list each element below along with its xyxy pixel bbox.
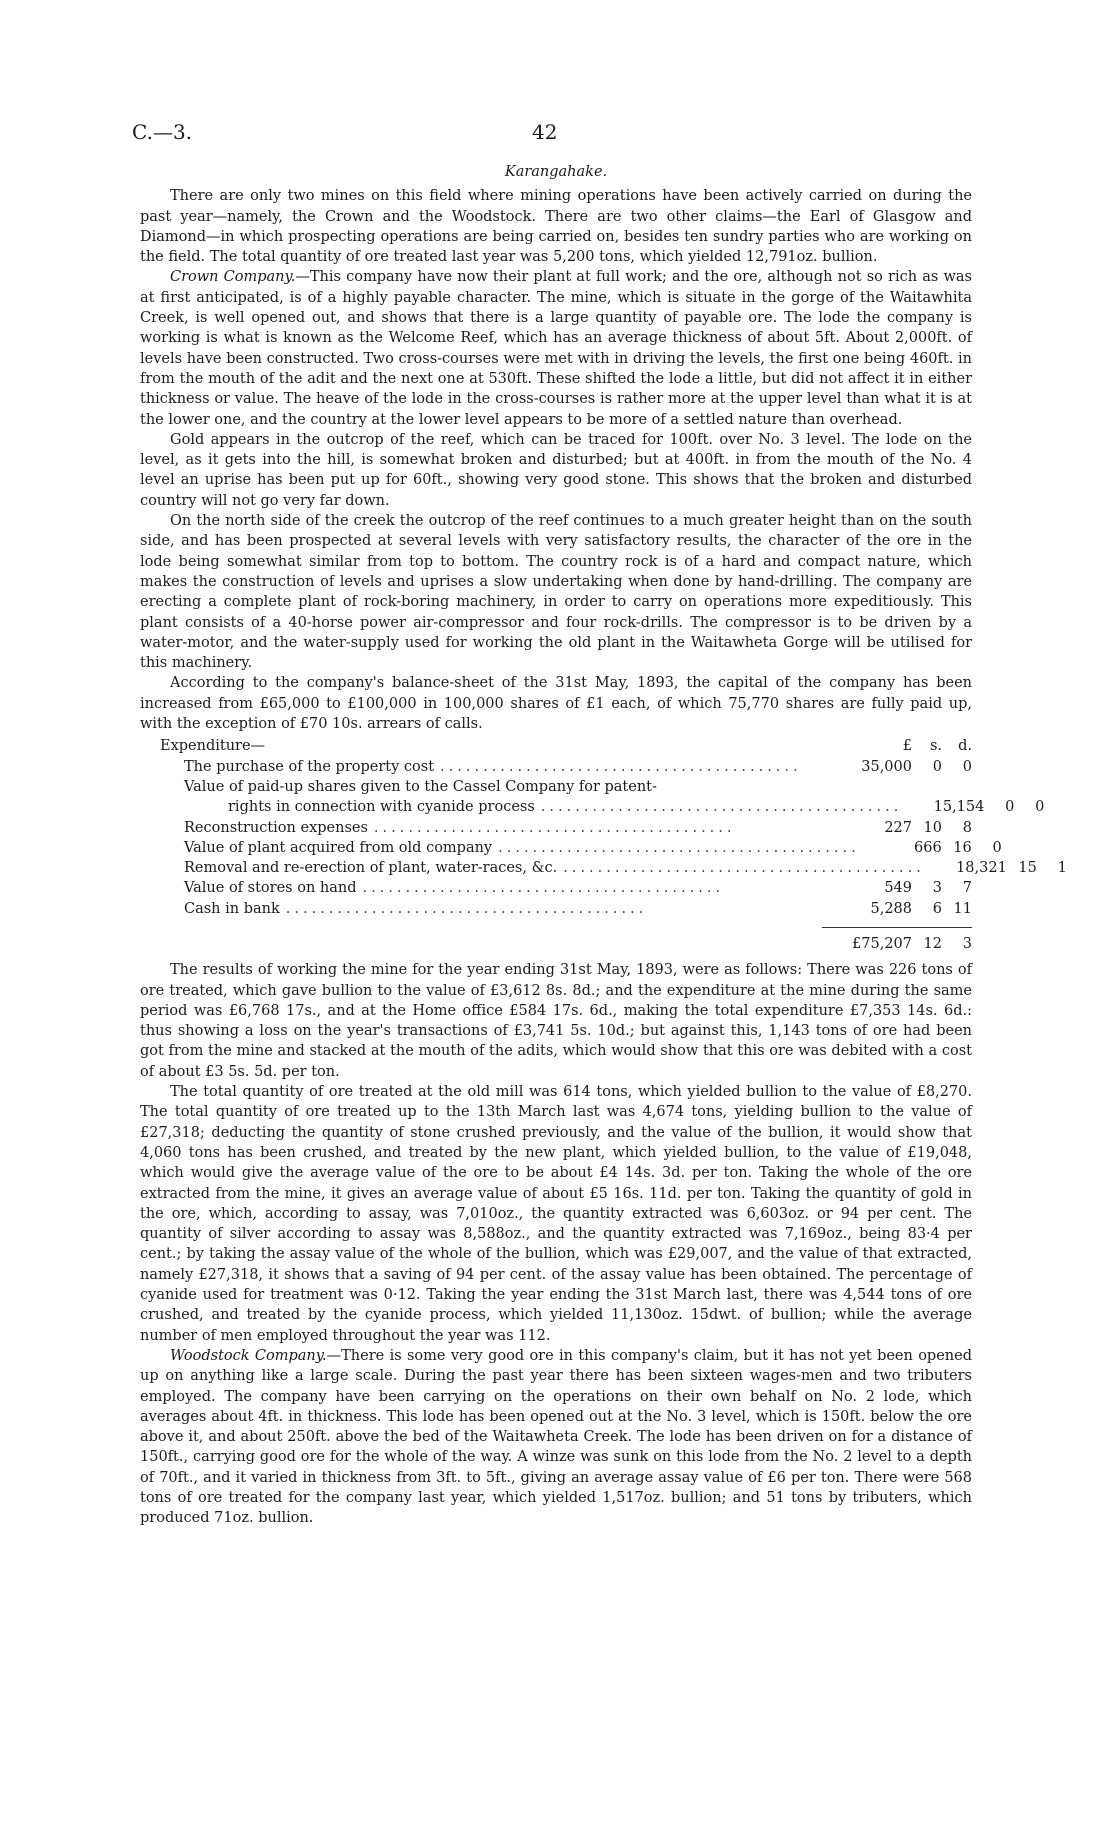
amount-pence: 0 bbox=[992, 839, 1002, 856]
paragraph bbox=[140, 267, 972, 429]
amount-pounds: 5,288 bbox=[870, 900, 912, 917]
expenditure-row-continuation bbox=[140, 797, 1045, 817]
expenditure-row bbox=[140, 899, 972, 919]
leader-dots: .......................................... bbox=[373, 819, 736, 836]
expenditure-desc: Value of stores on hand bbox=[184, 880, 357, 897]
paragraph-lead: Woodstock Company. bbox=[170, 1347, 327, 1364]
leader-dots: .......................................... bbox=[498, 839, 860, 856]
total-shillings: 12 bbox=[923, 935, 942, 952]
section-title: Karangahake. bbox=[504, 164, 608, 180]
column-pounds: £ bbox=[902, 738, 912, 755]
leader-dots: .......................................... bbox=[285, 900, 648, 917]
leader-dots: .......................................... bbox=[563, 860, 925, 877]
expenditure-desc: Reconstruction expenses bbox=[184, 819, 368, 836]
expenditure-table bbox=[140, 736, 1067, 954]
paragraph-text: The results of working the mine for the year ending 31st May, 1893, were as follows: There was 226 tons of ore treated, which gave bullion to the value of £3,612 8s. 8d.; and the expenditure at the mine during the same period was £6,768 17s., and at the Home office £584 17s. 6d., making the total expenditure £7,353 14s. 6d.: thus showing a loss on the year's transactions of £3,741 5s. 10d.; but against this, 1,143 tons of ore had been got from the mine and stacked at the mouth of the adits, which would show that this ore was debited with a cost of about £3 5s. 5d. per ton. bbox=[140, 962, 972, 1080]
paragraph-text: Gold appears in the outcrop of the reef, which can be traced for 100ft. over No. 3 level. The lode on the level, as it gets into the hill, is somewhat broken and disturbed; but at 400ft. in from the mouth of the No. 4 level an uprise has been put up for 60ft., showing very good stone. This shows that the broken and disturbed country will not go very far down. bbox=[140, 431, 972, 509]
paragraph bbox=[140, 1082, 972, 1346]
leader-dots: .......................................... bbox=[440, 758, 802, 775]
expenditure-row bbox=[140, 838, 1002, 858]
paragraph-text: The total quantity of ore treated at the old mill was 614 tons, which yielded bullion to the value of £8,270. The total quantity of ore treated up to the 13th March last was 4,674 tons, yielding bullion to the value of £27,318; deducting the quantity of stone crushed previously, and the value of the bullion, it would show that 4,060 tons has been crushed, and treated by the new plant, which yielded bullion, to the value of £19,048, which would give the average value of the ore to be about £4 14s. 3d. per ton. Taking the whole of the ore extracted from the mine, it gives an average value of about £5 16s. 11d. per ton. Taking the quantity of gold in the ore, which, according to assay, was 7,010oz., the quantity extracted was 6,603oz. or 94 per cent. The quantity of silver according to assay was 8,588oz., and the quantity extracted was 7,169oz., being 83·4 per cent.; by taking the assay value of the whole of the bullion, which was £29,007, and the value of that extracted, namely £27,318, it shows that a saving of 94 per cent. of the assay value has been obtained. The percentage of cyanide used for treatment was 0·12. Taking the year ending the 31st March last, there was 4,544 tons of ore crushed, and treated by the cyanide process, which yielded 11,130oz. 15dwt. of bullion; while the average number of men employed throughout the year was 112. bbox=[140, 1084, 972, 1344]
expenditure-desc: Cash in bank bbox=[184, 900, 280, 917]
page-header bbox=[112, 108, 1002, 148]
amount-pence: 0 bbox=[962, 758, 972, 775]
amount-shillings: 0 bbox=[932, 758, 942, 775]
amount-shillings: 6 bbox=[932, 900, 942, 917]
expenditure-row bbox=[140, 757, 972, 777]
amount-pounds: 35,000 bbox=[861, 758, 912, 775]
expenditure-row bbox=[140, 818, 972, 838]
expenditure-total bbox=[140, 927, 972, 954]
expenditure-desc: Removal and re-erection of plant, water-races, &c. bbox=[184, 860, 558, 877]
paragraph bbox=[140, 186, 972, 267]
paragraph-text: There are only two mines on this field where mining operations have been actively carried on during the past year—namely, the Crown and the Woodstock. There are two other claims—the Earl of Glasgow and Diamond—in which prospecting operations are being carried on, besides ten sundry parties who are working on the field. The total quantity of ore treated last year was 5,200 tons, which yielded 12,791oz. bullion. bbox=[140, 188, 972, 266]
amount-pounds: 18,321 bbox=[956, 860, 1007, 877]
amount-pence: 7 bbox=[962, 880, 972, 897]
paragraph bbox=[140, 673, 972, 734]
total-pounds: £75,207 bbox=[852, 935, 912, 952]
amount-shillings: 0 bbox=[1005, 799, 1015, 816]
expenditure-row bbox=[140, 777, 972, 797]
paragraph-text: On the north side of the creek the outcrop of the reef continues to a much greater height than on the south side, and has been prospected at several levels with very satisfactory results, the character of the ore in the lode being somewhat similar from top to bottom. The country rock is of a hard and compact nature, which makes the construction of levels and uprises a slow undertaking when done by hand-drilling. The company are erecting a complete plant of rock-boring machinery, in order to carry on operations more expeditiously. This plant consists of a 40-horse power air-compressor and four rock-drills. The compressor is to be driven by a water-motor, and the water-supply used for working the old plant in the Waitawheta Gorge will be utilised for this machinery. bbox=[140, 513, 972, 672]
paragraph-text: —This company have now their plant at full work; and the ore, although not so rich as was at first anticipated, is of a highly payable character. The mine, which is situate in the gorge of the Waitawhita Creek, is well opened out, and shows that there is a large quantity of payable ore. The lode the company is working is what is known as the Welcome Reef, which has an average thickness of about 5ft. About 2,000ft. of levels have been constructed. Two cross-courses were met with in driving the levels, the first one being 460ft. in from the mouth of the adit and the next one at 530ft. These shifted the lode a little, but did not affect it in either thickness or value. The heave of the lode in the cross-courses is rather more at the upper level than what it is at the lower one, and the country at the lower level appears to be more of a settled nature than overhead. bbox=[140, 269, 972, 428]
column-shillings: s. bbox=[929, 738, 942, 755]
paragraph-text: —There is some very good ore in this company's claim, but it has not yet been opened up on anything like a large scale. During the past year there has been sixteen wages-men and two tributers employed. The company have been carrying on the operations on their own behalf on No. 2 lode, which averages about 4ft. in thickness. This lode has been opened out at the No. 3 level, which is 150ft. below the ore above it, and about 250ft. above the bed of the Waitawheta Creek. The lode has been driven on for a distance of 150ft., carrying good ore for the whole of the way. A winze was sunk on this lode from the No. 2 level to a depth of 70ft., and it varied in thickness from 3ft. to 5ft., giving an average assay value of £6 per ton. There were 568 tons of ore treated for the company last year, which yielded 1,517oz. bullion; and 51 tons by tributers, which produced 71oz. bullion. bbox=[140, 1347, 972, 1527]
leader-dots: .......................................... bbox=[540, 799, 903, 816]
expenditure-row bbox=[140, 858, 1067, 878]
amount-pence: 0 bbox=[1035, 799, 1045, 816]
paragraph-lead: Crown Company. bbox=[170, 269, 296, 286]
expenditure-desc-continued: rights in connection with cyanide process bbox=[228, 799, 535, 816]
expenditure-header bbox=[140, 736, 972, 756]
paragraph bbox=[140, 1346, 972, 1529]
amount-pence: 11 bbox=[953, 900, 972, 917]
amount-shillings: 3 bbox=[932, 880, 942, 897]
amount-shillings: 16 bbox=[953, 839, 972, 856]
amount-pence: 8 bbox=[962, 819, 972, 836]
amount-pounds: 549 bbox=[884, 880, 912, 897]
expenditure-row bbox=[140, 878, 972, 898]
expenditure-desc: Value of plant acquired from old company bbox=[184, 839, 493, 856]
amount-pounds: 666 bbox=[914, 839, 942, 856]
column-pence: d. bbox=[958, 738, 972, 755]
page-number: 42 bbox=[532, 120, 558, 144]
paragraph bbox=[140, 960, 972, 1082]
expenditure-desc: Value of paid-up shares given to the Cassel Company for patent- bbox=[184, 778, 657, 795]
document-reference: C.—3. bbox=[132, 120, 193, 144]
body-text bbox=[140, 160, 1067, 1529]
expenditure-desc: The purchase of the property cost bbox=[184, 758, 435, 775]
paragraph-text: According to the company's balance-sheet of the 31st May, 1893, the capital of the company has been increased from £65,000 to £100,000 in 100,000 shares of £1 each, of which 75,770 shares are fully paid up, with the exception of £70 10s. arrears of calls. bbox=[140, 675, 972, 733]
amount-shillings: 15 bbox=[1018, 860, 1037, 877]
amount-shillings: 10 bbox=[923, 819, 942, 836]
amount-pounds: 227 bbox=[884, 819, 912, 836]
leader-dots: .......................................... bbox=[362, 880, 725, 897]
amount-pounds: 15,154 bbox=[933, 799, 985, 816]
expenditure-label: Expenditure— bbox=[160, 738, 266, 755]
total-pence: 3 bbox=[962, 935, 972, 952]
paragraph bbox=[140, 511, 972, 673]
amount-pence: 1 bbox=[1057, 860, 1067, 877]
paragraph bbox=[140, 430, 972, 511]
